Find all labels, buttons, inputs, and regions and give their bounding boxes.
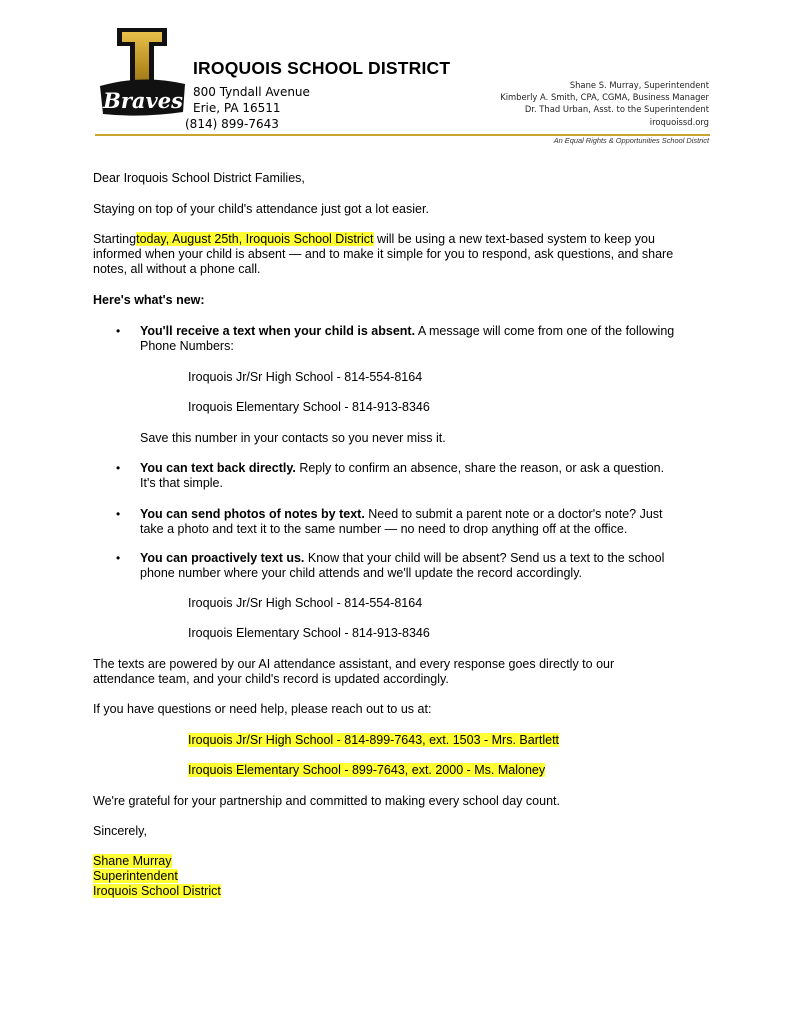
- bullet-3: [140, 507, 720, 537]
- equal-opportunity-statement: An Equal Rights & Opportunities School District: [553, 136, 709, 145]
- start-paragraph: [93, 232, 713, 277]
- bullet-4-marker: •: [116, 551, 121, 565]
- staff-list: [500, 79, 709, 128]
- bullet-4: [140, 551, 720, 581]
- address-line1: 800 Tyndall Avenue: [193, 85, 310, 99]
- bullet-3-bold: You can send photos of notes by text.: [140, 507, 365, 521]
- staff-assistant: Dr. Thad Urban, Asst. to the Superintendent: [524, 104, 709, 115]
- bullet-1-bold: You'll receive a text when your child is absent.: [140, 324, 416, 338]
- hs-number-2: Iroquois Jr/Sr High School - 814-554-8164: [188, 596, 423, 610]
- bullet-3-line2: take a photo and text it to the same number — no need to drop anything off at the office.: [140, 522, 628, 536]
- district-name: IROQUOIS SCHOOL DISTRICT: [193, 58, 451, 78]
- start-line1-rest: will be using a new text-based system to keep you: [373, 232, 655, 246]
- signature-org: Iroquois School District: [93, 884, 221, 898]
- whats-new-label: Here's what's new:: [93, 293, 205, 307]
- staff-superintendent: Shane S. Murray, Superintendent: [569, 80, 709, 90]
- start-line3: notes, all without a phone call.: [93, 262, 261, 276]
- phone: (814) 899-7643: [185, 117, 279, 131]
- bullet-3-marker: •: [116, 507, 121, 521]
- contact-el: [188, 763, 545, 778]
- ai-line1: The texts are powered by our AI attendance assistant, and every response goes directly to our: [93, 657, 615, 671]
- bullet-2-bold: You can text back directly.: [140, 461, 296, 475]
- bullet-1: [140, 324, 720, 354]
- bullet-2-marker: •: [116, 461, 121, 475]
- contact-hs-text: Iroquois Jr/Sr High School - 814-899-7643, ext. 1503 - Mrs. Bartlett: [188, 733, 560, 747]
- start-line2: informed when your child is absent — and to make it simple for you to respond, ask questions, and share: [93, 247, 674, 261]
- el-number-2: Iroquois Elementary School - 814-913-8346: [188, 626, 430, 640]
- salutation: Dear Iroquois School District Families,: [93, 171, 305, 185]
- bullet-1-line2: Phone Numbers:: [140, 339, 234, 353]
- help-paragraph: If you have questions or need help, please reach out to us at:: [93, 702, 432, 716]
- closing: Sincerely,: [93, 824, 147, 838]
- staff-business-manager: Kimberly A. Smith, CPA, CGMA, Business Manager: [500, 92, 709, 103]
- grateful-paragraph: We're grateful for your partnership and committed to making every school day count.: [93, 794, 560, 808]
- bullet-4-bold: You can proactively text us.: [140, 551, 305, 565]
- bullet-2: [140, 461, 720, 491]
- bullet-3-rest: Need to submit a parent note or a doctor's note? Just: [364, 507, 663, 521]
- website: iroquoissd.org: [649, 116, 709, 127]
- bullet-4-rest: Know that your child will be absent? Send us a text to the school: [304, 551, 665, 565]
- ai-paragraph: [93, 657, 713, 687]
- start-word: Starting: [93, 232, 137, 246]
- bullet-1-rest: A message will come from one of the following: [415, 324, 675, 338]
- bullet-2-line2: It's that simple.: [140, 476, 223, 490]
- start-date-highlight: today, August 25th, Iroquois School District: [136, 232, 374, 246]
- ai-line2: attendance team, and your child's record is updated accordingly.: [93, 672, 449, 686]
- bullet-4-line2: phone number where your child attends and we'll update the record accordingly.: [140, 566, 583, 580]
- hs-number-1: Iroquois Jr/Sr High School - 814-554-8164: [188, 370, 423, 384]
- save-number-note: Save this number in your contacts so you never miss it.: [140, 431, 446, 445]
- whats-new-heading: [93, 293, 713, 308]
- address-line2: Erie, PA 16511: [193, 101, 281, 115]
- intro-paragraph: Staying on top of your child's attendance just got a lot easier.: [93, 202, 429, 216]
- bullet-2-rest: Reply to confirm an absence, share the reason, or ask a question.: [295, 461, 665, 475]
- contact-hs: [188, 733, 559, 748]
- signature-name: Shane Murray: [93, 854, 172, 868]
- signature-title: Superintendent: [93, 869, 178, 883]
- el-number-1: Iroquois Elementary School - 814-913-8346: [188, 400, 430, 414]
- logo-text: Braves: [103, 88, 183, 113]
- signature-block: [93, 854, 713, 899]
- braves-logo: [97, 26, 187, 122]
- bullet-1-marker: •: [116, 324, 121, 338]
- contact-el-text: Iroquois Elementary School - 899-7643, ext. 2000 - Ms. Maloney: [188, 763, 546, 777]
